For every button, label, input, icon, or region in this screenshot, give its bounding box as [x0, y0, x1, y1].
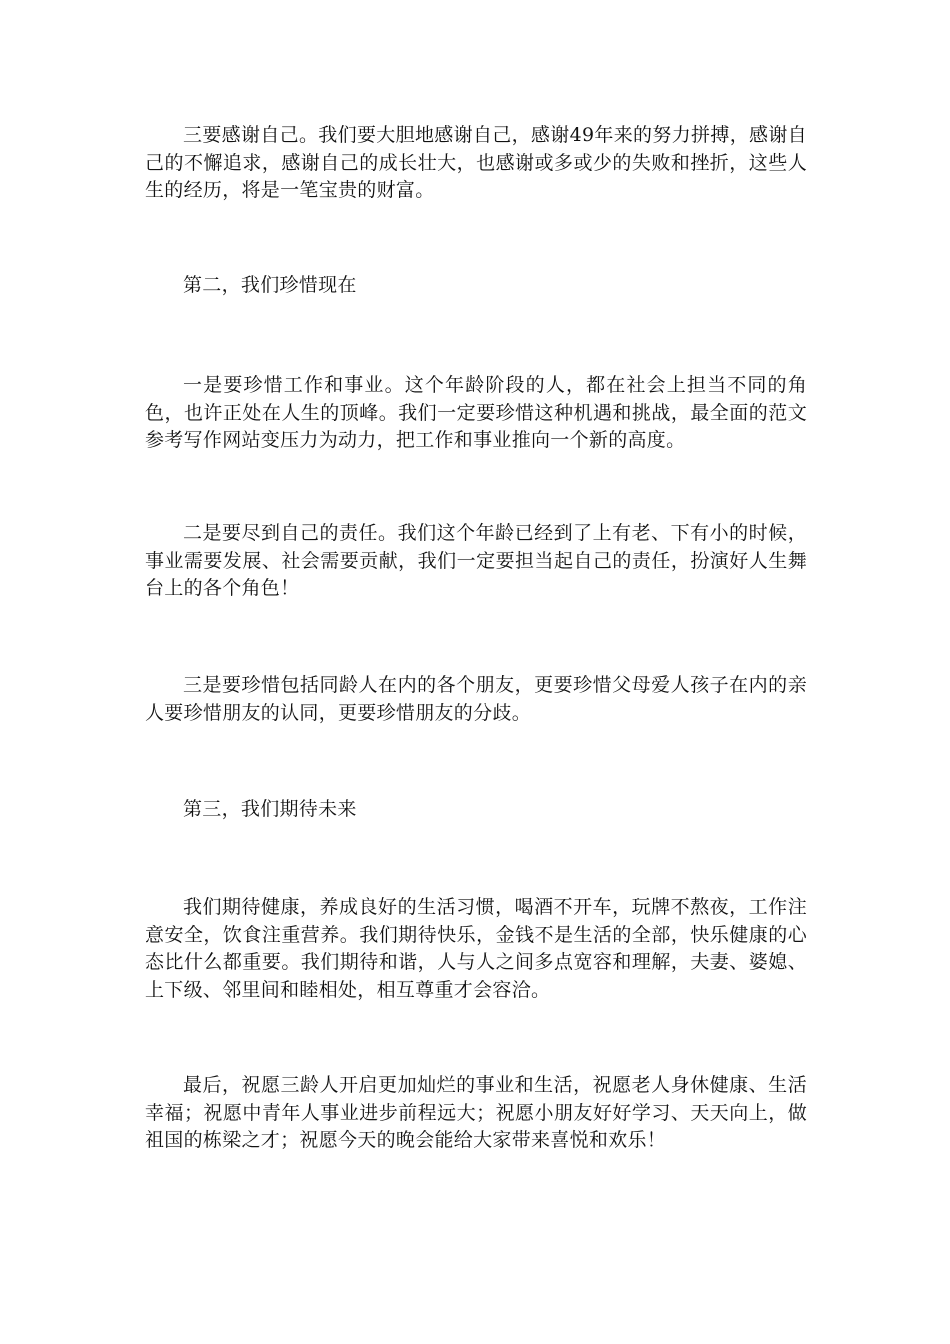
section-heading-cherish-present: 第二，我们珍惜现在 — [183, 274, 357, 296]
paragraph-responsibility: 二是要尽到自己的责任。我们这个年龄已经到了上有老、下有小的时候，事业需要发展、社会需要贡献，我们一定要担当起自己的责任，扮演好人生舞台上的各个角色！ — [145, 522, 807, 599]
paragraph-cherish-work: 一是要珍惜工作和事业。这个年龄阶段的人，都在社会上担当不同的角色，也许正处在人生的顶峰。我们一定要珍惜这种机遇和挑战，最全面的范文参考写作网站变压力为动力，把工作和事业推向一个新的高度。 — [145, 374, 807, 451]
paragraph-cherish-friends: 三是要珍惜包括同龄人在内的各个朋友，更要珍惜父母爱人孩子在内的亲人要珍惜朋友的认同，更要珍惜朋友的分歧。 — [145, 674, 807, 724]
paragraph-expectations: 我们期待健康，养成良好的生活习惯，喝酒不开车，玩牌不熬夜，工作注意安全，饮食注重营养。我们期待快乐，金钱不是生活的全部，快乐健康的心态比什么都重要。我们期待和谐，人与人之间多点宽容和理解，夫妻、婆媳、上下级、邻里间和睦相处，相互尊重才会容洽。 — [145, 896, 807, 1001]
paragraph-final-wishes: 最后，祝愿三龄人开启更加灿烂的事业和生活，祝愿老人身休健康、生活幸福；祝愿中青年人事业进步前程远大；祝愿小朋友好好学习、天天向上，做祖国的栋梁之才；祝愿今天的晚会能给大家带来喜悦和欢乐！ — [145, 1074, 807, 1151]
paragraph-thank-yourself: 三要感谢自己。我们要大胆地感谢自己，感谢49年来的努力拼搏，感谢自己的不懈追求，感谢自己的成长壮大，也感谢或多或少的失败和挫折，这些人生的经历，将是一笔宝贵的财富。 — [145, 124, 807, 201]
section-heading-expect-future: 第三，我们期待未来 — [183, 798, 357, 820]
